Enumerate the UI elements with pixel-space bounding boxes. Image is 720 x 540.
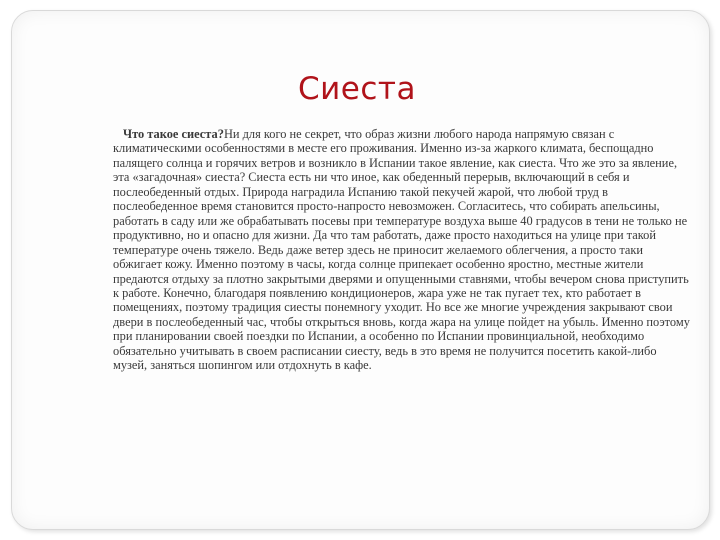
slide-title: Сиеста [298, 71, 416, 107]
slide-body [113, 127, 691, 373]
slide-card [11, 10, 710, 530]
body-text: Ни для кого не секрет, что образ жизни любого народа напрямую связан с климатическими особенностями в месте его проживания. Именно из-за жаркого климата, беспощадно палящего солнца и горячих ветров и возникло в Испании такое явление, как сиеста. Что же это за явление, эта «загадочная» сиеста? Сиеста есть ни что иное, как обеденный перерыв, включающий в себя и послеобеденный отдых. Природа наградила Испанию такой пекучей жарой, что любой труд в послеобеденное время становится просто-напросто невозможен. Согласитесь, что собирать апельсины, работать в саду или же обрабатывать посевы при температуре воздуха выше 40 градусов в тени не только не продуктивно, но и опасно для жизни. Да что там работать, даже просто находиться на улице при такой температуре очень тяжело. Ведь даже ветер здесь не приносит желаемого облегчения, а просто таки обжигает кожу. Именно поэтому в часы, когда солнце припекает особенно яростно, местные жители предаются отдыху за плотно закрытыми дверями и опущенными ставнями, чтобы вечером снова приступить к работе. Конечно, благодаря появлению кондиционеров, жара уже не так пугает тех, кто работает в помещениях, поэтому традиция сиесты понемногу уходит. Но все же многие учреждения закрывают свои двери в послеобеденный час, чтобы открыться вновь, когда жара на улице пойдет на убыль. Именно поэтому при планировании своей поездки по Испании, а особенно по Испании провинциальной, необходимо обязательно учитывать в своем расписании сиесту, ведь в это время не получится посетить какой-либо музей, заняться шопингом или отдохнуть в кафе. [113, 127, 690, 373]
lead-question: Что такое сиеста? [123, 127, 224, 141]
